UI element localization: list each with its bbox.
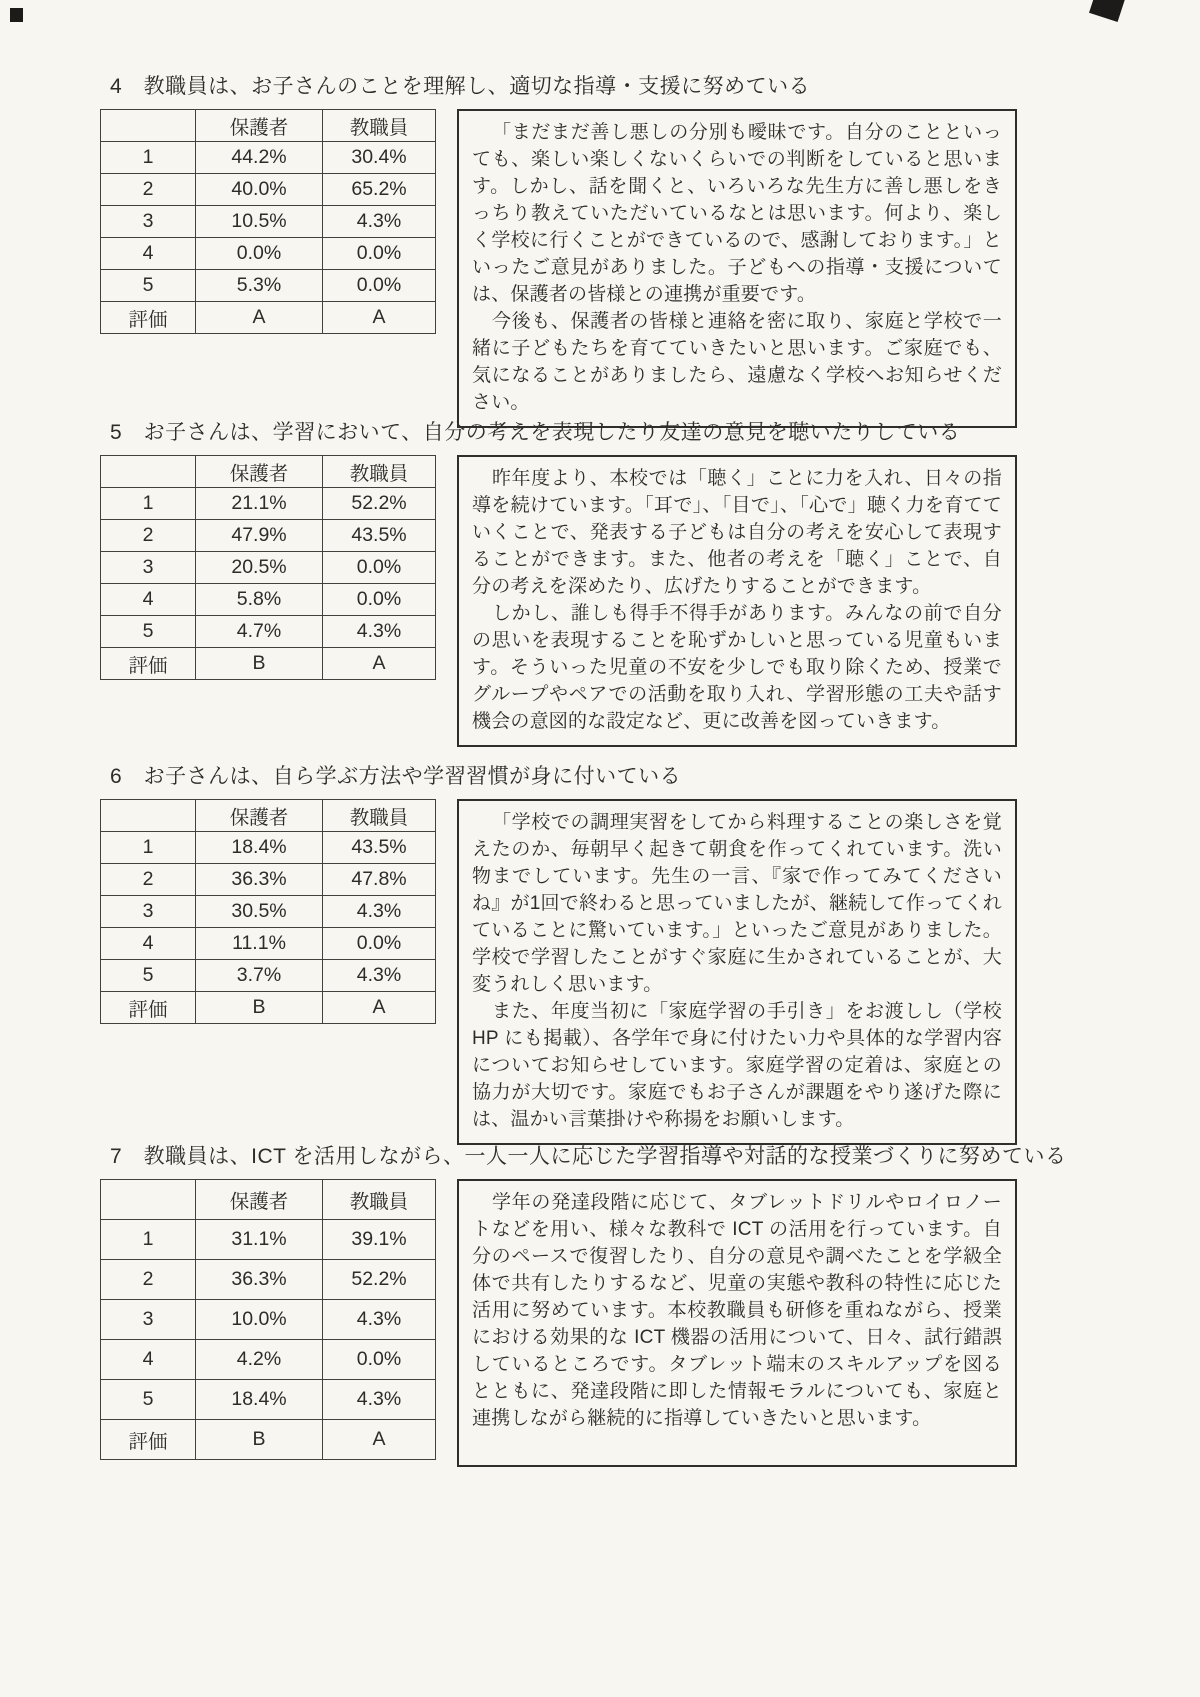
row-label-cell: 5	[101, 960, 196, 992]
section-7-heading: 7 教職員は、ICT を活用しながら、一人一人に応じた学習指導や対話的な授業づくりに努めている	[110, 1145, 1067, 1168]
guardian-grade-cell: B	[196, 1420, 323, 1460]
guardian-value-cell: 5.8%	[196, 584, 323, 616]
row-label-cell: 1	[101, 142, 196, 174]
eval-label-cell: 評価	[101, 302, 196, 334]
row-label-cell: 3	[101, 552, 196, 584]
section-7-result-table	[100, 1179, 436, 1460]
staff-grade-cell: A	[323, 648, 436, 680]
staff-value-cell: 52.2%	[323, 1260, 436, 1300]
row-label-cell: 2	[101, 174, 196, 206]
table-row	[101, 928, 436, 960]
eval-row	[101, 992, 436, 1024]
staff-grade-cell: A	[323, 302, 436, 334]
corner-cell	[101, 800, 196, 832]
staff-header-cell: 教職員	[323, 110, 436, 142]
comment-paragraph: また、年度当初に「家庭学習の手引き」をお渡しし（学校 HP にも掲載）、各学年で身に付けたい力や具体的な学習内容についてお知らせしています。家庭学習の定着は、家庭との協力が大切です。家庭でもお子さんが課題をやり遂げた際には、温かい言葉掛けや称揚をお願いします。	[472, 1001, 1002, 1130]
guardian-value-cell: 4.7%	[196, 616, 323, 648]
staff-grade-cell: A	[323, 992, 436, 1024]
table-row	[101, 832, 436, 864]
guardian-value-cell: 20.5%	[196, 552, 323, 584]
table-row	[101, 206, 436, 238]
guardian-value-cell: 40.0%	[196, 174, 323, 206]
row-label-cell: 4	[101, 238, 196, 270]
table-row	[101, 1300, 436, 1340]
row-label-cell: 2	[101, 1260, 196, 1300]
table-row	[101, 896, 436, 928]
corner-cell	[101, 1180, 196, 1220]
eval-row	[101, 648, 436, 680]
table-row	[101, 584, 436, 616]
corner-cell	[101, 110, 196, 142]
guardian-value-cell: 18.4%	[196, 1380, 323, 1420]
staff-value-cell: 65.2%	[323, 174, 436, 206]
corner-cell	[101, 456, 196, 488]
guardian-value-cell: 5.3%	[196, 270, 323, 302]
staff-value-cell: 52.2%	[323, 488, 436, 520]
guardian-value-cell: 44.2%	[196, 142, 323, 174]
table-row	[101, 520, 436, 552]
row-label-cell: 1	[101, 1220, 196, 1260]
guardian-value-cell: 0.0%	[196, 238, 323, 270]
staff-header-cell: 教職員	[323, 800, 436, 832]
row-label-cell: 3	[101, 206, 196, 238]
section-5-comment-box	[457, 455, 1017, 747]
guardian-value-cell: 10.0%	[196, 1300, 323, 1340]
table-row	[101, 1380, 436, 1420]
row-label-cell: 5	[101, 270, 196, 302]
staff-value-cell: 4.3%	[323, 616, 436, 648]
table-header-row	[101, 800, 436, 832]
table-row	[101, 552, 436, 584]
staff-value-cell: 0.0%	[323, 552, 436, 584]
staff-value-cell: 0.0%	[323, 1340, 436, 1380]
section-4-heading: 4 教職員は、お子さんのことを理解し、適切な指導・支援に努めている	[110, 75, 811, 98]
row-label-cell: 4	[101, 928, 196, 960]
table-row	[101, 174, 436, 206]
staff-value-cell: 0.0%	[323, 270, 436, 302]
section-6-result-table	[100, 799, 436, 1024]
staff-value-cell: 43.5%	[323, 520, 436, 552]
guardian-grade-cell: B	[196, 648, 323, 680]
staff-value-cell: 39.1%	[323, 1220, 436, 1260]
section-5-result-table	[100, 455, 436, 680]
staff-value-cell: 0.0%	[323, 928, 436, 960]
section-5-body	[100, 455, 1104, 747]
section-7	[100, 1140, 1104, 1467]
table-row	[101, 1260, 436, 1300]
guardian-value-cell: 11.1%	[196, 928, 323, 960]
staff-value-cell: 0.0%	[323, 584, 436, 616]
staff-value-cell: 4.3%	[323, 1300, 436, 1340]
table-row	[101, 238, 436, 270]
section-6-heading: 6 お子さんは、自ら学ぶ方法や学習習慣が身に付いている	[110, 765, 682, 788]
eval-label-cell: 評価	[101, 648, 196, 680]
guardian-value-cell: 31.1%	[196, 1220, 323, 1260]
section-4-body	[100, 109, 1104, 428]
table-header-row	[101, 1180, 436, 1220]
guardian-header-cell: 保護者	[196, 800, 323, 832]
eval-row	[101, 1420, 436, 1460]
section-6	[100, 760, 1104, 1145]
comment-paragraph: 「学校での調理実習をしてから料理することの楽しさを覚えたのか、毎朝早く起きて朝食を作ってくれています。洗い物までしています。先生の一言、『家で作ってみてくださいね』が1回で終わると思っていましたが、継続して作ってくれていることに驚いています。」といったご意見がありました。学校で学習したことがすぐ家庭に生かされていることが、大変うれしく思います。	[472, 812, 1002, 995]
row-label-cell: 1	[101, 832, 196, 864]
section-6-comment-box	[457, 799, 1017, 1145]
section-4	[100, 70, 1104, 428]
scan-artifact-top-right	[1089, 0, 1125, 22]
table-row	[101, 270, 436, 302]
row-label-cell: 4	[101, 1340, 196, 1380]
staff-grade-cell: A	[323, 1420, 436, 1460]
staff-header-cell: 教職員	[323, 456, 436, 488]
guardian-header-cell: 保護者	[196, 110, 323, 142]
row-label-cell: 5	[101, 1380, 196, 1420]
table-row	[101, 142, 436, 174]
section-4-comment-box	[457, 109, 1017, 428]
guardian-value-cell: 10.5%	[196, 206, 323, 238]
staff-value-cell: 4.3%	[323, 1380, 436, 1420]
guardian-header-cell: 保護者	[196, 1180, 323, 1220]
row-label-cell: 4	[101, 584, 196, 616]
comment-paragraph: 昨年度より、本校では「聴く」ことに力を入れ、日々の指導を続けています。「耳で」、「目で」、「心で」聴く力を育てていくことで、発表する子どもは自分の考えを安心して表現することができます。また、他者の考えを「聴く」ことで、自分の考えを深めたり、広げたりすることができます。	[472, 468, 1002, 597]
section-4-result-table	[100, 109, 436, 334]
staff-header-cell: 教職員	[323, 1180, 436, 1220]
eval-label-cell: 評価	[101, 1420, 196, 1460]
row-label-cell: 2	[101, 864, 196, 896]
guardian-value-cell: 4.2%	[196, 1340, 323, 1380]
section-5	[100, 416, 1104, 747]
section-5-heading: 5 お子さんは、学習において、自分の考えを表現したり友達の意見を聴いたりしている	[110, 421, 961, 444]
section-6-body	[100, 799, 1104, 1145]
eval-label-cell: 評価	[101, 992, 196, 1024]
row-label-cell: 5	[101, 616, 196, 648]
table-row	[101, 1220, 436, 1260]
table-row	[101, 864, 436, 896]
guardian-value-cell: 47.9%	[196, 520, 323, 552]
guardian-value-cell: 21.1%	[196, 488, 323, 520]
comment-paragraph: 今後も、保護者の皆様と連絡を密に取り、家庭と学校で一緒に子どもたちを育てていきたいと思います。ご家庭でも、気になることがありましたら、遠慮なく学校へお知らせください。	[472, 311, 1002, 413]
comment-paragraph: 「まだまだ善し悪しの分別も曖昧です。自分のことといっても、楽しい楽しくないくらいでの判断をしていると思います。しかし、話を聞くと、いろいろな先生方に善し悪しをきっちり教えていただいているなとは思います。何より、楽しく学校に行くことができているので、感謝しております。」といったご意見がありました。子どもへの指導・支援については、保護者の皆様との連携が重要です。	[472, 122, 1002, 305]
table-row	[101, 1340, 436, 1380]
section-7-comment-box	[457, 1179, 1017, 1467]
guardian-header-cell: 保護者	[196, 456, 323, 488]
guardian-value-cell: 3.7%	[196, 960, 323, 992]
guardian-value-cell: 36.3%	[196, 864, 323, 896]
staff-value-cell: 47.8%	[323, 864, 436, 896]
staff-value-cell: 30.4%	[323, 142, 436, 174]
scan-artifact-top-left	[10, 8, 23, 22]
staff-value-cell: 4.3%	[323, 960, 436, 992]
section-7-body	[100, 1179, 1104, 1467]
table-header-row	[101, 456, 436, 488]
staff-value-cell: 43.5%	[323, 832, 436, 864]
guardian-grade-cell: A	[196, 302, 323, 334]
table-row	[101, 488, 436, 520]
staff-value-cell: 4.3%	[323, 896, 436, 928]
guardian-value-cell: 36.3%	[196, 1260, 323, 1300]
row-label-cell: 3	[101, 896, 196, 928]
row-label-cell: 1	[101, 488, 196, 520]
eval-row	[101, 302, 436, 334]
table-header-row	[101, 110, 436, 142]
comment-paragraph: 学年の発達段階に応じて、タブレットドリルやロイロノートなどを用い、様々な教科で ICT の活用を行っています。自分のペースで復習したり、自分の意見や調べたことを学級全体で共有したりするなど、児童の実態や教科の特性に応じた活用に努めています。本校教職員も研修を重ねながら、授業における効果的な ICT 機器の活用について、日々、試行錯誤しているところです。タブレット端末のスキルアップを図るとともに、発達段階に即した情報モラルについても、家庭と連携しながら継続的に指導していきたいと思います。	[472, 1192, 1002, 1429]
comment-paragraph: しかし、誰しも得手不得手があります。みんなの前で自分の思いを表現することを恥ずかしいと思っている児童もいます。そういった児童の不安を少しでも取り除くため、授業でグループやペアでの活動を取り入れ、学習形態の工夫や話す機会の意図的な設定など、更に改善を図っていきます。	[472, 603, 1002, 732]
table-row	[101, 616, 436, 648]
guardian-grade-cell: B	[196, 992, 323, 1024]
guardian-value-cell: 30.5%	[196, 896, 323, 928]
table-row	[101, 960, 436, 992]
guardian-value-cell: 18.4%	[196, 832, 323, 864]
staff-value-cell: 0.0%	[323, 238, 436, 270]
staff-value-cell: 4.3%	[323, 206, 436, 238]
row-label-cell: 3	[101, 1300, 196, 1340]
row-label-cell: 2	[101, 520, 196, 552]
